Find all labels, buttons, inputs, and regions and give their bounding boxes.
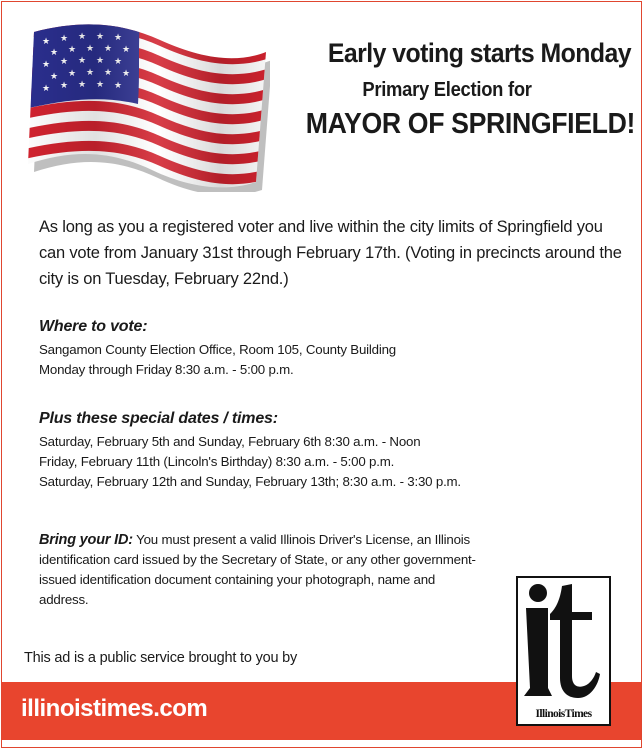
where-to-vote-line: Monday through Friday 8:30 a.m. - 5:00 p.m. (39, 362, 294, 377)
public-service-credit: This ad is a public service brought to you by (24, 650, 298, 666)
american-flag-icon (20, 18, 270, 192)
headline-subtitle: Primary Election for (362, 79, 532, 101)
headline (245, 38, 635, 141)
where-to-vote-section (39, 318, 619, 380)
where-to-vote-title: Where to vote: (39, 318, 148, 335)
intro-paragraph: As long as you a registered voter and live within the city limits of Springfield you can vote from January 31st through February 17th. (Voting in precincts around the city is on Tuesday, February 22nd.) (39, 218, 622, 288)
special-dates-line: Saturday, February 12th and Sunday, February 13th; 8:30 a.m. - 3:30 p.m. (39, 474, 461, 489)
special-dates-section (39, 410, 619, 492)
bring-id-lead: Bring your ID: (39, 532, 133, 548)
where-to-vote-line: Sangamon County Election Office, Room 105, County Building (39, 342, 396, 357)
bring-id-section (39, 530, 479, 610)
it-logo-icon (518, 578, 609, 724)
headline-title: Early voting starts Monday (327, 38, 631, 68)
illinois-times-logo (516, 576, 611, 726)
special-dates-title: Plus these special dates / times: (39, 410, 278, 427)
headline-mayor: MAYOR OF SPRINGFIELD! (305, 108, 635, 140)
bring-id-text: You must present a valid Illinois Driver's License, an Illinois identification card issued by the Secretary of State, or any other government-issued identification document containing your photograph, name and address. (39, 532, 476, 607)
special-dates-line: Saturday, February 5th and Sunday, February 6th 8:30 a.m. - Noon (39, 434, 421, 449)
logo-name: IllinoisTimes (535, 708, 592, 720)
advertisement (1, 1, 642, 748)
website-link[interactable]: illinoistimes.com (21, 695, 208, 722)
special-dates-line: Friday, February 11th (Lincoln's Birthday) 8:30 a.m. - 5:00 p.m. (39, 454, 395, 469)
